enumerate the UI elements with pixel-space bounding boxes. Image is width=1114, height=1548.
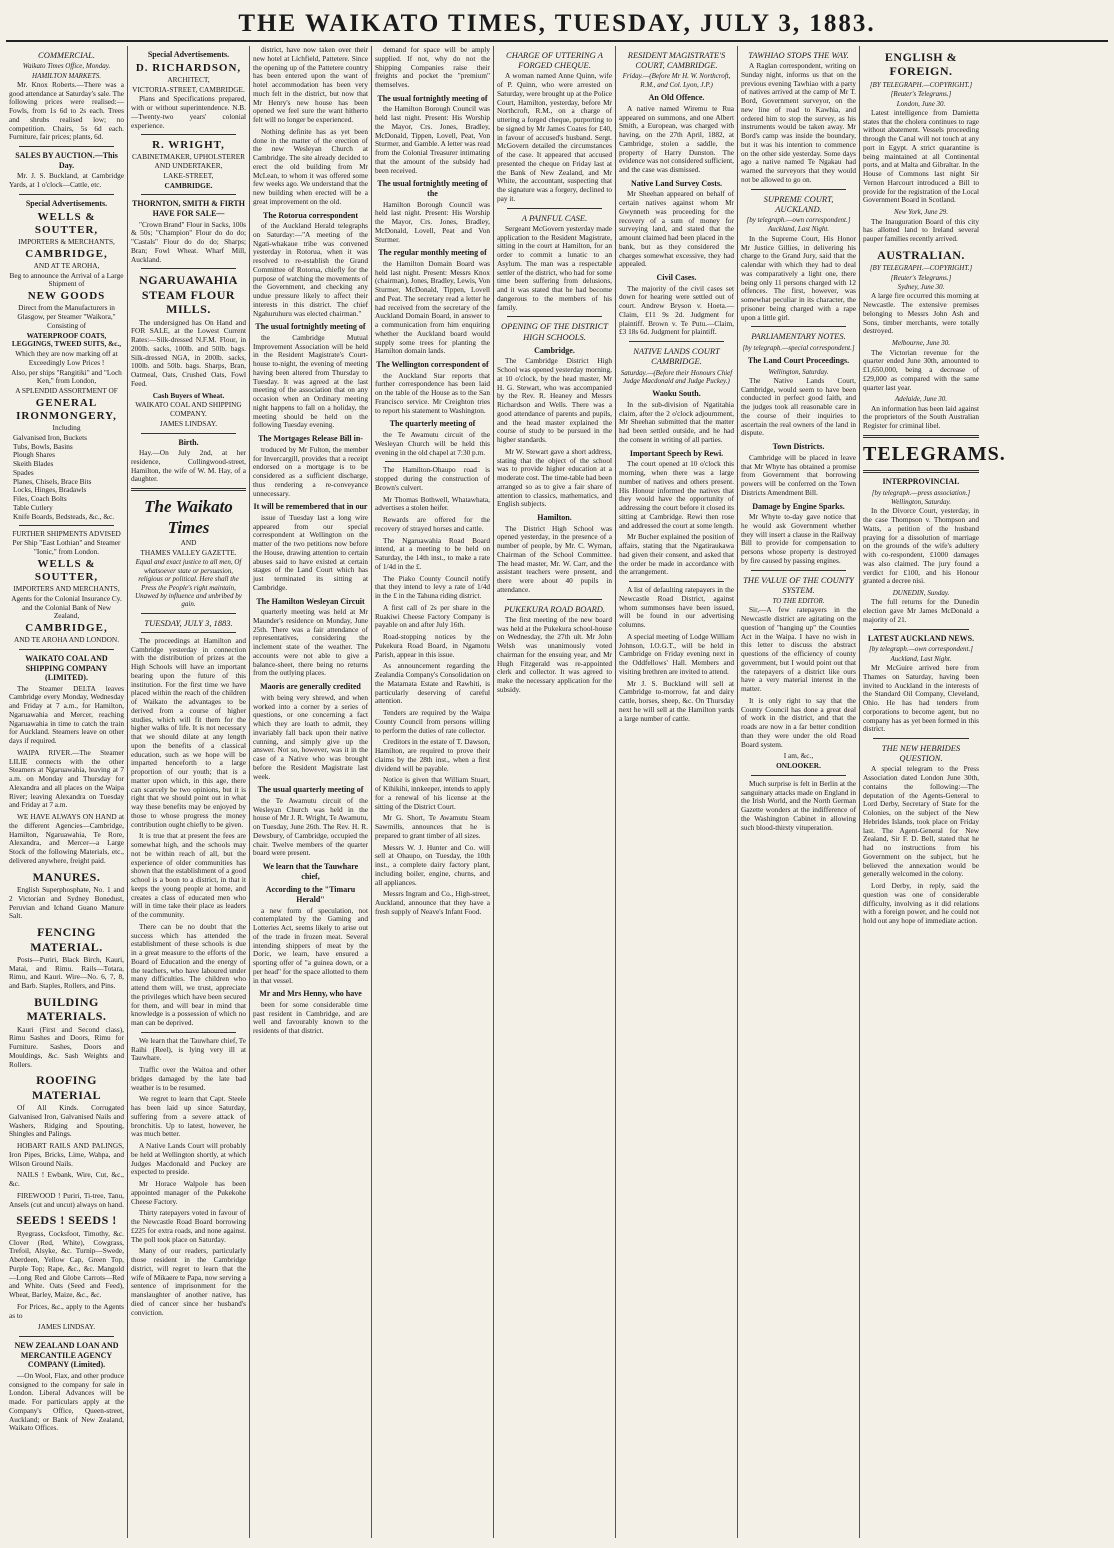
news-para: district, have now taken over their new hotel at Lichfield, Pattetere. Since the opening up of the Pattetere country has been entered upon the want of hotel accommodation has been very much felt in the district, but now that Mr Henry's new house has been opened we feel sure the want hitherto felt will no longer be experienced. bbox=[253, 45, 368, 124]
ny-place: New York, June 29. bbox=[894, 208, 948, 217]
direct: Direct from the Manufacturers in Glasgow, per Steamer "Waikora," Consisting of bbox=[17, 303, 116, 330]
wesleyan-text: quarterly meeting was held at Mr Maunder's residence on Monday, June 25th. There was a fair attendance of representatives, considering the inclement state of the weather. The accounts were not able to give a balance-sheet, there being no returns from the outlying places. bbox=[253, 607, 368, 678]
title-and: AND bbox=[180, 537, 197, 547]
arrival: Beg to announce the Arrival of a Large Shipment of bbox=[9, 270, 124, 289]
notice: The Ngaruawahia Road Board intend, at a meeting to be held on Saturday, the 14th inst., to make a rate of 1/4d in the £. bbox=[375, 535, 490, 571]
news-para: Mr Horace Walpole has been appointed manager of the Pukekohe Cheese Factory. bbox=[131, 1179, 246, 1206]
selling-off: Which they are now marking off at Exceedingly Low Prices ! bbox=[15, 349, 118, 367]
inter-sub: [by telegraph.—press association.] bbox=[871, 488, 971, 497]
pukekura-heading: PUKEKURA ROAD BOARD. bbox=[503, 603, 606, 614]
pukekura-text: The first meeting of the new board was held at the Pukekura school-house on Wednesday, the 27th ult. Mr John Welsh was unanimously voted chairman for the ensuing year, and Mr Hugh Fitzgerald was re-appointed clerk and collector. It was agreed to make the necessary application for the subsidy. bbox=[497, 614, 612, 694]
aus-heading: AUSTRALIAN. bbox=[877, 247, 965, 262]
column-1 bbox=[6, 46, 128, 1538]
tauwhare-heading: We learn that the Tauwhare chief, bbox=[262, 862, 359, 881]
council-heading: The usual fortnightly meeting of the bbox=[377, 179, 488, 198]
loan-heading: NEW ZEALAND LOAN AND MERCANTILE AGENCY COMPANY (Limited). bbox=[14, 1341, 119, 1370]
news-para: Nothing definite has as yet been done in the matter of the erection of the new Wesleyan Church at Cambridge. The site already decided to erect the old building from Mr McLean, to whom it was offered some few weeks ago. We understand that the new building when erected will be a great improvement on the old. bbox=[253, 126, 368, 206]
divider bbox=[507, 208, 602, 209]
prices-text: For Prices, &c., apply to the Agents as to bbox=[9, 1301, 124, 1320]
important-text: The court opened at 10 o'clock this morning, when there was a large number of natives and others present. His Honour informed the natives that they would have the opportunity of addressing the court before it closed its sitting at Cambridge. Rewi then rose and addressed the court at some length. bbox=[619, 459, 734, 530]
commercial-text: Mr. Knox Roberts.—There was a good attendance at Saturday's sale. The following prices were realised:—Fowls, from 1s 6d to 2s each. Trees and shrubs realised low; no competition. Chairs, 5s 6d each. Furniture, fair prices; plants, 6d. bbox=[9, 79, 124, 142]
divider bbox=[141, 632, 236, 633]
signature: JAMES LINDSAY. bbox=[159, 418, 218, 428]
quarterly-heading: The usual quarterly meeting of bbox=[257, 785, 364, 795]
coal-text: The Steamer DELTA leaves Cambridge every Monday, Wednesday and Friday at 7 a.m., for Hamilton, Ngaruawahia and Mercer, reaching Ngaruawahia in time to catch the train for Auckland. Steamers leave on other days if required. bbox=[9, 683, 124, 746]
rm-date: Friday.—(Before Mr H. W. Northcroft, R.M., and Col. Lyon, J.P.) bbox=[622, 72, 731, 89]
editorial-para: It is true that at present the fees are somewhat high, and the schools may not be within reach of all, but the experience of older communities has shown that the establishment of a good school is a boon to a district, in that it keeps the young people at home, and creates a class of educated men who will in time take their place as leaders of the community. bbox=[131, 831, 246, 920]
annual-text: the Cambridge Mutual Improvement Association will be held in the Resident Magistrate's Court-house to-night, the evening of meeting having been altered from Thursday to Tuesday. It was agreed at the last meeting of the association that on any occasion when an Ordinary meeting night happens to fall on a holiday, the meeting should be held on the following Tuesday evening. bbox=[253, 332, 368, 430]
divider bbox=[873, 629, 969, 630]
dun-place: DUNEDIN, Sunday. bbox=[892, 589, 950, 598]
seeds-text: Ryegrass, Cocksfoot, Timothy, &c. Clover (Red, White), Cowgrass, Trefoil, Alsyke, &c. Turnip—Swede, Aberdeen, Yellow Cap, Green Top, Purple Top; Rape, &c., &c. Mangold—Long Red and Globe Carrots—Red and White. Oats (Seed and Feed), Wheat, Barley, Maize, &c., &c. bbox=[9, 1228, 124, 1300]
value-text-2: It is only right to say that the County Council has done a great deal of work in the district, and that the roads are now in a far better condition than they were under the old Road Board system. bbox=[741, 695, 856, 749]
rm-heading: RESIDENT MAGISTRATE'S COURT, CAMBRIDGE. bbox=[627, 50, 726, 71]
adelaide-place: Adelaide, June 30. bbox=[894, 395, 948, 404]
roofing-heading: ROOFING MATERIAL bbox=[31, 1073, 102, 1102]
divider bbox=[141, 1032, 236, 1033]
old-offence-heading: An Old Offence. bbox=[648, 93, 705, 103]
notice: Rewards are offered for the recovery of strayed horses and cattle. bbox=[375, 515, 490, 533]
list-item: Galvanised Iron, Buckets bbox=[13, 432, 87, 442]
building-text: Kauri (First and Second class), Rimu Sashes and Doors, Rimu for Furniture. Sashes, Doors and Mouldings, &c. Sash Weights and Rollers. bbox=[9, 1024, 124, 1069]
nlc-date: Saturday.—(Before their Honours Chief Judge Macdonald and Judge Puckey.) bbox=[620, 368, 733, 385]
wright-addr: LAKE-STREET, bbox=[163, 170, 214, 180]
rm-text: A native named Wiremu te Rua appeared on summons, and one Albert Smith, a European, was charged with having, on the 27th April, 1882, at Cambridge, stolen a saddle, the property of Harry Dunston. The evidence was not considered sufficient, and the case was dismissed. bbox=[619, 103, 734, 174]
coal-heading: WAIKATO COAL AND SHIPPING COMPANY (LIMITED). bbox=[25, 653, 108, 683]
cash-buyers: Cash Buyers of Wheat. bbox=[152, 390, 225, 400]
richardson-text: Plans and Specifications prepared, with or without superintendence. N.B.—Twenty-two years' colonial experience. bbox=[131, 94, 246, 130]
news-para: A list of defaulting ratepayers in the Newcastle Road District, against whom summonses have been issued, will be found in our advertising columns. bbox=[619, 585, 734, 630]
column-8 bbox=[860, 46, 1006, 1538]
sales-text: Mr. J. S. Buckland, at Cambridge Yards, at 1 o'clock—Cattle, etc. bbox=[9, 171, 124, 190]
splendid: A SPLENDID ASSORTMENT OF bbox=[15, 386, 118, 395]
divider bbox=[19, 525, 114, 526]
divider bbox=[141, 134, 236, 135]
hebrides-text-2: Lord Derby, in reply, said the question was one of considerable difficulty, involving as it did relations with a foreign power, and he could not hold out any hope of immediate action. bbox=[863, 881, 979, 926]
news-para: We regret to learn that Capt. Steele has been laid up since Saturday, suffering from a severe attack of bronchitis. Up to latest, however, he was much better. bbox=[131, 1094, 246, 1139]
aus-sub2: [Reuter's Telegrams.] bbox=[890, 273, 952, 282]
wellington-heading: The Wellington correspondent of bbox=[376, 360, 489, 370]
nlc-text: In the sub-division of Ngatitahia claim, after the 2 o'clock adjournment, Mr Sheehan submitted that the matter had been settled outside, and he had the consent in writing of all parties. bbox=[619, 399, 734, 444]
remembered-text: issue of Tuesday last a long wire appeared from our special correspondent at Wellington on the matter of the two petitions now before the House, drawing attention to certain abuses said to have existed at certain stages of the Land Court which has just terminated its sitting at Cambridge. bbox=[253, 512, 368, 592]
notice: Tenders are required by the Waipa County Council from persons willing to perform the duties of rate collector. bbox=[375, 708, 490, 735]
supreme-sub: [by telegraph.—own correspondent.] bbox=[746, 216, 851, 225]
signoff: I am, &c., bbox=[783, 751, 814, 761]
waoku-heading: Waoku South. bbox=[652, 389, 701, 399]
waipa-text: WAIPA RIVER.—The Steamer LILIE connects with the other Steamers at Ngaruawahia, leaving at 7 a.m. on Monday and Thursday for Alexandra and all places on the Waipa River; leaving Alexandra on Tuesday and Friday at 7 a.m. bbox=[9, 747, 124, 810]
list-item: Tubs, Bowls, Basins bbox=[13, 441, 73, 451]
aus-text: A large fire occurred this morning at Newcastle. The extensive premises belonging to Messrs John Ash and Sons, timber merchants, were totally destroyed. bbox=[863, 291, 979, 336]
seeds-heading: SEEDS ! SEEDS ! bbox=[16, 1213, 117, 1228]
news-para: Mr J. S. Buckland will sell at Cambridge to-morrow, fat and dairy cattle, horses, sheep, &c. On Thursday next he will sell at the Hamilton yards a large number of cattle. bbox=[619, 678, 734, 723]
council-text: Hamilton Borough Council was held last night. Present: His Worship the Mayor, Crs. Jones, Bradley, McDonald, Lovell, Peat and Von Sturmer. bbox=[375, 199, 490, 244]
column-2 bbox=[128, 46, 250, 1538]
firewood-text: FIREWOOD ! Puriri, Ti-tree, Tanu, Ansels (cut and uncut) always on hand. bbox=[9, 1190, 124, 1209]
ef-sub2: [Reuter's Telegrams.] bbox=[890, 90, 952, 99]
fencing-text: Posts—Puriri, Black Birch, Kauri, Matai, and Rimu. Rails—Totara, Rimu, and Kauri. Wire—No. 6, 7, 8, and Barb. Staples, Rollers, and Pins. bbox=[9, 954, 124, 991]
painful-heading: A PAINFUL CASE. bbox=[521, 212, 588, 223]
supreme-heading: SUPREME COURT, AUCKLAND. bbox=[763, 193, 834, 214]
ironmongery: GENERAL IRONMONGERY, bbox=[16, 396, 117, 422]
richardson-name: D. RICHARDSON, bbox=[135, 61, 242, 74]
masthead: THE WAIKATO TIMES, TUESDAY, JULY 3, 1883. bbox=[6, 4, 1108, 42]
important-heading: Important Speech by Rewi. bbox=[629, 448, 724, 458]
remembered-heading: It will be remembered that in our bbox=[253, 502, 368, 512]
list-item: Plough Shares bbox=[13, 450, 55, 460]
thornton-heading: THORNTON, SMITH & FIRTH HAVE FOR SALE— bbox=[132, 199, 245, 219]
fencing-heading: FENCING MATERIAL. bbox=[30, 925, 103, 954]
hamilton-text: The District High School was opened yesterday, in the presence of a number of people, by Mr. C. Wyman, Chairman of the School Committee. The head master, Mr. W. Carr, and the assistant teachers were present, and there were about 40 pupils in attendance. bbox=[497, 523, 612, 594]
mortgages-heading: The Mortgages Release Bill in- bbox=[258, 434, 363, 444]
columns-container bbox=[6, 46, 1108, 1538]
ef-place: London, June 30. bbox=[896, 99, 946, 108]
melb-place: Melbourne, June 30. bbox=[892, 339, 950, 348]
painful-text: Sergeant McGovern yesterday made application to the Resident Magistrate, sitting in the court at Hamilton, for an order to commit a lunatic to an Asylum. The man was a respectable settler of the district, who had for some time been suffering from delusions, and it was stated that he had become dangerous to the members of his family. bbox=[497, 223, 612, 312]
henry-text: been for some considerable time past resident in Cambridge, and are well and favourably known to the residents of that district. bbox=[253, 999, 368, 1036]
news-para: A special meeting of Lodge William Johnson, I.O.G.T., will be held in Cambridge on Friday evening next in the Oddfellows' Hall. Members and visiting brethren are invited to attend. bbox=[619, 631, 734, 676]
dun-text: The full returns for the Dunedin election gave Mr James McDonald a majority of 21. bbox=[863, 597, 979, 624]
divider bbox=[141, 268, 236, 269]
notice: Creditors in the estate of T. Dawson, Hamilton, are required to prove their claims by the 28th inst., when a first dividend will be payable. bbox=[375, 737, 490, 773]
divider bbox=[19, 146, 114, 147]
firm2-sub: IMPORTERS AND MERCHANTS, bbox=[13, 584, 120, 593]
native-heading: Native Land Survey Costs. bbox=[630, 178, 723, 188]
editorial-para: There can be no doubt that the success which has attended the establishment of these schools is due in a great measure to the efforts of the Board of Education and the energy of the teachers, who have laboured under many difficulties. The children who attend them will, we trust, appreciate the privileges which have been secured for them, and will bear in mind that knowledge is a possession of which no man can be deprived. bbox=[131, 921, 246, 1028]
divider bbox=[507, 599, 602, 600]
including: Including bbox=[52, 423, 81, 433]
tawhiao-text: A Raglan correspondent, writing on Sunday night, informs us that on the previous evening Tawhiao with a party of natives arrived at the camp of Mr T. Bord, Government surveyor, on the new line of road to Kawhia, and ordered him to stop the survey, as his instruments would be taken away. Mr Bord's camp was inside the boundary, but it was his intention to commence on the other side yesterday. Some days ago a native named Te Ngakau had warned the surveyors that they would not be allowed to go on. bbox=[741, 61, 856, 184]
damage-text: Mr Whyte to-day gave notice that he would ask Government whether they will insert a clause in the Railway Bill to provide for compensation to persons whose property is destroyed by fire caused by passing engines. bbox=[741, 512, 856, 565]
telegrams-heading: TELEGRAMS. bbox=[863, 442, 1006, 465]
divider bbox=[507, 316, 602, 317]
timaru-heading: According to the "Timaru Herald" bbox=[265, 885, 356, 904]
divider bbox=[863, 470, 979, 473]
nails-text: NAILS ! Ewbank, Wire, Cut, &c., &c. bbox=[9, 1170, 124, 1189]
divider bbox=[751, 189, 846, 190]
native-text: Mr Sheehan appeared on behalf of certain natives against whom Mr Gwynneth was proceeding for the recovery of a sum of money for surveying land, and stated that the amount claimed had been placed in the bank, but as they considered the charges somewhat excessive, they had appealed. bbox=[619, 189, 734, 269]
latest-sub: [by telegraph.—own correspondent.] bbox=[869, 645, 973, 654]
news-para: Traffic over the Waitoa and other bridges damaged by the late bad weather is to be resumed. bbox=[131, 1065, 246, 1092]
civil-heading: Civil Cases. bbox=[656, 273, 697, 283]
town2-sub: AND TE AROHA AND LONDON. bbox=[13, 635, 120, 645]
divider bbox=[751, 775, 846, 776]
column-7 bbox=[738, 46, 860, 1538]
rotorua-text: of the Auckland Herald telegraphs on Saturday:—"A meeting of the Ngati-whakaue tribe was convened yesterday in Rotorua, when it was resolved to re-establish the Grand Committee of Rotorua, chiefly for the purpose of watching the movements of the Government, and checking any undue pressure likely to affect their interests in this district. The chief Ngahuruhuru was elected chairman." bbox=[253, 221, 368, 318]
manures-text: English Superphosphate, No. 1 and 2 Victorian and Sydney Bonedust, Peruvian and Ichand Guano Manure Salt. bbox=[9, 885, 124, 921]
divider bbox=[863, 435, 979, 438]
opening-heading: OPENING OF THE DISTRICT HIGH SCHOOLS. bbox=[501, 321, 608, 342]
news-para: demand for space will be amply supplied. If not, why do not the Shipping Companies raise their freights and pocket the "premium" themselves. bbox=[375, 45, 490, 89]
value-sub: TO THE EDITOR. bbox=[772, 596, 825, 605]
inter-heading: INTERPROVINCIAL bbox=[882, 476, 960, 486]
aus-sub: [BY TELEGRAPH.—COPYRIGHT.] bbox=[869, 264, 973, 273]
notice: A first call of 2s per share in the Ruakiwi Cheese Factory Company is payable on and after July 16th. bbox=[375, 602, 490, 630]
manures-heading: MANURES. bbox=[32, 869, 101, 884]
opening-text: The Cambridge District High School was opened yesterday morning, at 10 o'clock, by the head master, Mr H. G. Stewart, who was accompanied by the Rev. R. Heaney and Messrs Richardson and Wells. There was a good attendance of parents and pupils, and the head master explained the course of study to be pursued in the higher standards. bbox=[497, 356, 612, 445]
maoris-heading: Maoris are generally credited bbox=[260, 682, 361, 692]
notice: Messrs Ingram and Co., High-street, Auckland, announce that they have a fresh supply of Neave's Infant Food. bbox=[375, 889, 490, 916]
notice: Mr Thomas Bothwell, Whatawhata, advertises a stolen heifer. bbox=[375, 494, 490, 513]
news-para: Thirty ratepayers voted in favour of the Newcastle Road Board borrowing £225 for extra roads, and none against. The poll took place on Saturday. bbox=[131, 1208, 246, 1244]
annual-heading: The usual fortnightly meeting of bbox=[255, 322, 366, 332]
divider bbox=[19, 649, 114, 650]
damage-heading: Damage by Engine Sparks. bbox=[752, 501, 845, 511]
closing-text: Much surprise is felt in Berlin at the sanguinary attacks made on England in the Irish World, and the North German Gazette wonders at the indifference of the Washington Cabinet in allowing such blood-thirsty vituperation. bbox=[741, 778, 856, 832]
wright-name: R. WRIGHT, bbox=[152, 139, 225, 152]
column-4 bbox=[372, 46, 494, 1538]
birth-heading: Birth. bbox=[178, 437, 199, 447]
commercial-sub: Waikato Times Office, Monday. bbox=[22, 62, 111, 71]
quarterly-text: the Te Awamutu circuit of the Wesleyan Church will be held this evening in the old chapel at 7:30 p.m. bbox=[375, 430, 490, 457]
roofing-text: Of All Kinds. Corrugated Galvanised Iron, Galvanised Nails and Washers, Ridging and Spouting, Shingles and Palings. bbox=[9, 1103, 124, 1139]
newspaper-title: The Waikato Times bbox=[144, 497, 233, 537]
opening-text-2: Mr W. Stewart gave a short address, stating that the object of the school was to provide higher education at a moderate cost. The time-table had been arranged so as to give a fair share of attention to classics, mathematics, and English subjects. bbox=[497, 446, 612, 509]
ef-heading: ENGLISH & FOREIGN. bbox=[884, 50, 958, 79]
thornton-text: "Crown Brand" Flour in Sacks, 100s & 50s; "Champion" Flour do do do; "Castals" Flour do do do; Sharps; Bran; Fowl Wheat. Wharf Mill, Auckland. bbox=[131, 219, 246, 264]
town-heading: Town Districts. bbox=[772, 442, 825, 452]
latest-heading: LATEST AUCKLAND NEWS. bbox=[867, 633, 975, 643]
regular-heading: The regular monthly meeting of bbox=[378, 248, 487, 258]
hamilton-text: the Hamilton Borough Council was held last night. Present: His Worship the Mayor, Crs. Jones, Bradley, McDonald, Tippen, Lovell, Peat, Von Sturmer, and Gamble. A letter was read from the Colonial Treasurer intimating that the amount of the subsidy had been received. bbox=[375, 104, 490, 175]
new-goods: NEW GOODS bbox=[27, 290, 106, 303]
building-heading: BUILDING MATERIALS. bbox=[26, 994, 107, 1024]
ny-text: The Inauguration Board of this city has allotted land to Ireland several pauper families recently arrived. bbox=[863, 216, 979, 244]
wright-sub: CABINETMAKER, UPHOLSTERER AND UNDERTAKER, bbox=[131, 152, 246, 171]
also: Also, per ships "Rangitiki" and "Loch Ken," from London, bbox=[11, 367, 122, 386]
value-text: Sir,—A few ratepayers in the Newcastle district are agitating on the question of "hanging up" the Counties Act in the Waipa. I have no wish in this letter to discuss the abstract questions of the efficiency of county government, but I would point out that the ratepayers of a district like ours have a very material interest in the matter. bbox=[741, 605, 856, 694]
commercial-markets: HAMILTON MARKETS. bbox=[32, 71, 101, 80]
divider bbox=[131, 488, 246, 491]
wel-place: Wellington, Saturday. bbox=[891, 497, 951, 506]
notice: Notice is given that William Stuart, of Kihikihi, innkeeper, intends to apply for a renewal of his license at the sitting of the District Court. bbox=[375, 775, 490, 811]
signature: JAMES LINDSAY. bbox=[37, 1322, 96, 1332]
list-item: Locks, Hinges, Bradawls bbox=[13, 485, 87, 495]
town2: CAMBRIDGE, bbox=[25, 622, 108, 634]
waterproof: WATERPROOF COATS, LEGGINGS, TWEED SUITS, &c., bbox=[11, 330, 122, 349]
divider bbox=[19, 1336, 114, 1337]
land-court-place: Wellington, Saturday. bbox=[768, 367, 829, 376]
list-item: Skeith Blades bbox=[13, 459, 54, 469]
column-6 bbox=[616, 46, 738, 1538]
parl-heading: PARLIAMENTARY NOTES. bbox=[751, 331, 846, 342]
latest-place: Auckland, Last Night. bbox=[890, 654, 952, 663]
rotorua-heading: The Rotorua correspondent bbox=[263, 210, 358, 220]
issue-date: TUESDAY, JULY 3, 1883. bbox=[144, 617, 233, 628]
ef-text: Latest intelligence from Damietta states that the cholera continues to rage without abatement. Vessels proceeding through the Canal will not touch at any port in Egypt. A strict quarantine is being maintained at all Continental ports, and at Malta and Gibraltar. In the House of Commons last night Sir Vernon Harcourt introduced a Bill to provide for the registration of the Local Government Board in Scotland. bbox=[863, 107, 979, 205]
company-name: WAIKATO COAL AND SHIPPING COMPANY. bbox=[135, 400, 242, 419]
town-sub: AND AT TE AROHA, bbox=[33, 260, 100, 270]
column-3 bbox=[250, 46, 372, 1538]
notice: The Hamilton-Ohaupo road is stopped during the construction of Brown's culvert. bbox=[375, 465, 490, 492]
news-para: A Native Lands Court will probably be held at Wellington shortly, at which Judges Macdonald and Puckey are expected to preside. bbox=[131, 1141, 246, 1177]
firm-sub: IMPORTERS & MERCHANTS, bbox=[18, 236, 115, 246]
melb-text: The Victorian revenue for the quarter ended June 30th, amounted to £1,650,000, being a decrease of £29,000 as compared with the same quarter last year. bbox=[863, 347, 979, 392]
list-item: Planes, Chisels, Brace Bits bbox=[13, 476, 92, 486]
divider bbox=[873, 738, 969, 739]
list-item: Files, Coach Bolts bbox=[13, 494, 67, 504]
loan-text: —On Wool, Flax, and other produce consigned to the company for sale in London. Liberal Advances will be made. For particulars apply at the Company's Office, Queen-street, Auckland; or Bank of New Zealand, Waikato Offices. bbox=[9, 1370, 124, 1433]
news-para: We learn that the Tauwhare chief, Te Raihi (Reel), is lying very ill at Tauwhare. bbox=[131, 1035, 246, 1063]
list-item: Knife Boards, Bedsteads, &c., &c. bbox=[13, 511, 115, 521]
hon-text: Mr Bucher explained the position of affairs, stating that the Ngatiraukawa had given their consent, and asked that the order be made in accordance with the arrangement. bbox=[619, 532, 734, 577]
cambridge-subheading: Cambridge. bbox=[534, 345, 575, 355]
firm2-name: WELLS & SOUTTER, bbox=[34, 557, 99, 583]
tawhiao-heading: TAWHIAO STOPS THE WAY. bbox=[748, 50, 849, 60]
ngaruawahia-text: The undersigned has On Hand and FOR SALE, at the Lowest Current Rates:—Silk-dressed N.F.M. Flour, in 200lb. sacks, 100lb. and 50lb. bags. Silk-dressed NGA, in 200lb. sacks, 100lb. and 50lb. bags. Sharps, Bran, Oatmeal, Oats, Crushed Oats, Fowl Feed. bbox=[131, 317, 246, 388]
town-text: Cambridge will be placed in leave that Mr Whyte has obtained a promise from Government that borrowing powers will be conferred on the Town Districts Amendment Bill. bbox=[741, 452, 856, 497]
agents: Agents for the Colonial Insurance Cy. and the Colonial Bank of New Zealand, bbox=[11, 593, 122, 621]
parl-sub: [by telegraph.—special correspondent.] bbox=[742, 343, 855, 352]
special-heading: Special Advertisements. bbox=[147, 50, 230, 59]
editorial-para: The proceedings at Hamilton and Cambridge yesterday in connection with the distribution of prizes at the High Schools will have an important bearing upon the future of this institution. For the first time we have placed within the reach of the children of Waikato the advantages to be derived from a course of higher studies, which will fit them for the higher walks of life. It is not necessary that we should dilate at any length upon the benefits of a classical education, such as we hope will be imparted henceforth to a large proportion of our youth; that is a matter upon which, in this age, there can scarcely be two opinions, but it is right that we should point out in what way these benefits may be enjoyed by those to whose progress the money contribution ought chiefly to be given. bbox=[131, 635, 246, 829]
notice: The Piako County Council notify that they intend to levy a rate of 1/4d in the £ in the Tahuna riding district. bbox=[375, 573, 490, 601]
maoris-text: with being very shrewd, and when worked into a corner by a series of questions, or one concerning a fact which they are loath to admit, they invariably fall back upon their native cunning, and simply give up the answer. Not so, however, was it in the case of a Native who was brought before the Resident Magistrate last week. bbox=[253, 692, 368, 781]
timaru-text: a new form of speculation, not contemplated by the Gaming and Lotteries Act, seems likely to arise out of the trade in frozen meat. Several intending shippers of meat by the Doric, we learn, have ensured a sporting offer of "a guinea down, or a per head" for the space allotted to them in that vessel. bbox=[253, 905, 368, 985]
wright-town: CAMBRIDGE. bbox=[164, 180, 213, 190]
quarterly-text: the Te Awamutu circuit of the Wesleyan Church was held in the house of Mr J. R. Wright, Te Awamutu, on Tuesday, June 26th. The Rev. H. R. Dewsbury, of Cambridge, occupied the chair. Twelve members of the quarter board were present. bbox=[253, 795, 368, 858]
quarterly-heading: The quarterly meeting of bbox=[389, 419, 476, 429]
birth-text: Hay.—On July 2nd, at her residence, Collingwood-street, Hamilton, the wife of W. M. Hay, of a daughter. bbox=[131, 448, 246, 484]
hamilton-subheading: Hamilton. bbox=[537, 513, 572, 523]
divider bbox=[751, 570, 846, 571]
column-5 bbox=[494, 46, 616, 1538]
hebrides-heading: THE NEW HEBRIDES QUESTION. bbox=[881, 743, 961, 764]
divider bbox=[629, 341, 724, 342]
divider bbox=[141, 194, 236, 195]
civil-text: The majority of the civil cases set down for hearing were settled out of court. Andrew Bryson v. Hoeta.—Claim, £11 9s 2d. Judgment for plaintiff. Brown v. Te Putu.—Claim, £3 18s 6d. Judgment for plaintiff. bbox=[619, 283, 734, 337]
supreme-place: Auckland, Last Night. bbox=[767, 225, 830, 234]
have-text: WE HAVE ALWAYS ON HAND at the different Agencies—Cambridge, Hamilton, Ngaruawahia, Te Rore, Alexandra, and Mercer—a Large Stock of the following Materials, etc., delivered anywhere, freight paid. bbox=[9, 812, 124, 865]
latest-text: Mr McGuire arrived here from Thames on Saturday, having been invited to Auckland in the interests of the Standard Oil Company, Cleveland, Ohio. He has had tenders from corporations to become agent, but no company has as yet been formed in this district. bbox=[863, 663, 979, 734]
value-heading: THE VALUE OF THE COUNTY SYSTEM. bbox=[743, 574, 854, 595]
aus-place: Sydney, June 30. bbox=[897, 283, 945, 292]
notice: Messrs W. J. Hunter and Co. will sell at Ohaupo, on Tuesday, the 10th inst., a complete dairy factory plant, including boiler, engine, churns, and all appliances. bbox=[375, 842, 490, 887]
divider bbox=[141, 433, 236, 434]
town: CAMBRIDGE, bbox=[25, 247, 108, 260]
divider bbox=[141, 613, 236, 614]
motto: Equal and exact justice to all men, Of whatsoever state or persuasion, religious or political. Here shall the Press the People's right maintain, Unawed by influence and unbribed by gain. bbox=[135, 558, 242, 609]
charge-text: A woman named Anne Quinn, wife of P. Quinn, who were arrested on Saturday, were brought up at the Police Court, Hamilton, yesterday, before Mr Northcroft, R.M., on a charge of uttering a forged cheque, purporting to be signed by Mr James Coates for £40, in favour of accused's husband. Sergt. McGovern detailed the circumstances of the case. It appeared that accused presented the cheque on Friday last at the Bank of New Zealand, and Mr White, the accountant, suspecting that the signature was a forgery, declined to pay it. bbox=[497, 71, 612, 203]
firm-name: WELLS & SOUTTER, bbox=[34, 210, 99, 236]
divider bbox=[629, 581, 724, 582]
news-para: Many of our readers, particularly those resident in the Cambridge district, will regret to learn that the wife of Mikaere te Papa, now serving a sentence of imprisonment for the manslaughter of another native, has died of cancer since her husband's conviction. bbox=[131, 1246, 246, 1317]
richardson-sub: ARCHITECT, bbox=[167, 74, 210, 84]
signature: ONLOOKER. bbox=[776, 761, 821, 771]
sales-heading: SALES BY AUCTION.—This Day. bbox=[15, 151, 118, 170]
wellington-text: the Auckland Star reports that further correspondence has been laid on the table of the House as to the San Francisco service. Mr Creighton tries to report his statement to Washington. bbox=[375, 370, 490, 415]
divider bbox=[385, 461, 480, 462]
commercial-heading: COMMERCIAL. bbox=[38, 50, 95, 60]
mortgages-text: troduced by Mr Fulton, the member for Invercargill, provides that a receipt endorsed on a mortgage is to be considered as a sufficient discharge, thus rendering a re-conveyance unnecessary. bbox=[253, 444, 368, 498]
charge-heading: CHARGE OF UTTERING A FORGED CHEQUE. bbox=[506, 50, 603, 71]
regular-text: the Hamilton Domain Board was held last night. Present: Messrs Knox (chairman), Jones, Bradley, Lewis, Von Sturmer, McDonald, Tippen, Lovell and Peat. The secretary read a letter he had received from the secretary of the Auckland Domain Board, in answer to a communication from him enquiring whether the Auckland board would supply some trees for planting the Hamilton domain lands. bbox=[375, 258, 490, 356]
nlc-heading: NATIVE LANDS COURT CAMBRIDGE. bbox=[633, 346, 720, 367]
notice: Mr G. Short, Te Awamutu Steam Sawmills, announces that he is prepared to grant timber of all sizes. bbox=[375, 813, 490, 840]
wesleyan-heading: The Hamilton Wesleyan Circuit bbox=[256, 596, 365, 606]
hebrides-text: A special telegram to the Press Association dated London June 30th, contains the following:—The deputation of the Agents-General to Lord Derby, Secretary of State for the Colonies, on the subject of the New Hebrides Islands, took place on Friday last. The Agent-General for New Zealand, Sir F. D. Bell, stated that he had no instructions from his Government on the subject, but he believed the annexation would be generally welcomed in the colony. bbox=[863, 764, 979, 879]
land-court-heading: The Land Court Proceedings. bbox=[747, 355, 850, 365]
supreme-text: In the Supreme Court, His Honor Mr Justice Gillies, in delivering his charge to the Grand Jury, said that the calendar with which they had to deal was comparatively a light one, there being only 11 persons charged with 12 offences. The first, however, was somewhat peculiar in its character, the prisoner being charged with a rape upon a little girl. bbox=[741, 233, 856, 322]
notice: As announcement regarding the Zealandia Company's Consolidation on the Matamata Estate and Rawhiti, is particularly deserving of careful attention. bbox=[375, 661, 491, 706]
ef-sub: [BY TELEGRAPH.—COPYRIGHT.] bbox=[869, 80, 973, 89]
notice: Road-stopping notices by the Pukekura Road Board, in Ngamotu Parish, appear in this issue. bbox=[375, 632, 490, 659]
richardson-addr: VICTORIA-STREET, CAMBRIDGE. bbox=[132, 84, 245, 94]
hobart-text: HOBART RAILS AND PALINGS, Iron Pipes, Bricks, Lime, Wahpa, and Wilson Ground Nails. bbox=[9, 1141, 124, 1168]
wel-text: In the Divorce Court, yesterday, in the case Thompson v. Thompson and Watts, a petition of the husband praying for a dissolution of marriage on the grounds of the wife's adultery with co-respondent, £1000 damages was also claimed. The jury found a verdict for £100, and his Honour granted a decree nisi. bbox=[863, 506, 979, 586]
divider bbox=[751, 326, 846, 327]
hamilton-heading: The usual fortnightly meeting of bbox=[377, 93, 488, 103]
ngaruawahia-heading: NGARUAWAHIA STEAM FLOUR MILLS. bbox=[139, 273, 238, 317]
list-item: Spades bbox=[13, 467, 34, 477]
divider bbox=[19, 194, 114, 195]
further: FURTHER SHIPMENTS ADVISED Per Ship "East Lothian" and Steamer "Ionic," from London. bbox=[12, 529, 121, 556]
land-court-text: The Native Lands Court, Cambridge, would seem to have been conducted in perfect good faith, and the judges took all reasonable care in the course of their inquiries to ascertain the real owners of the land in dispute. bbox=[741, 375, 856, 438]
henry-heading: Mr and Mrs Henny, who have bbox=[259, 989, 362, 999]
adelaide-text: An information has been laid against the proprietors of the South Australian Register for criminal libel. bbox=[863, 403, 979, 431]
title-sub: THAMES VALLEY GAZETTE. bbox=[140, 547, 237, 557]
list-item: Table Cutlery bbox=[13, 502, 53, 512]
special-heading: Special Advertisements. bbox=[25, 198, 108, 208]
